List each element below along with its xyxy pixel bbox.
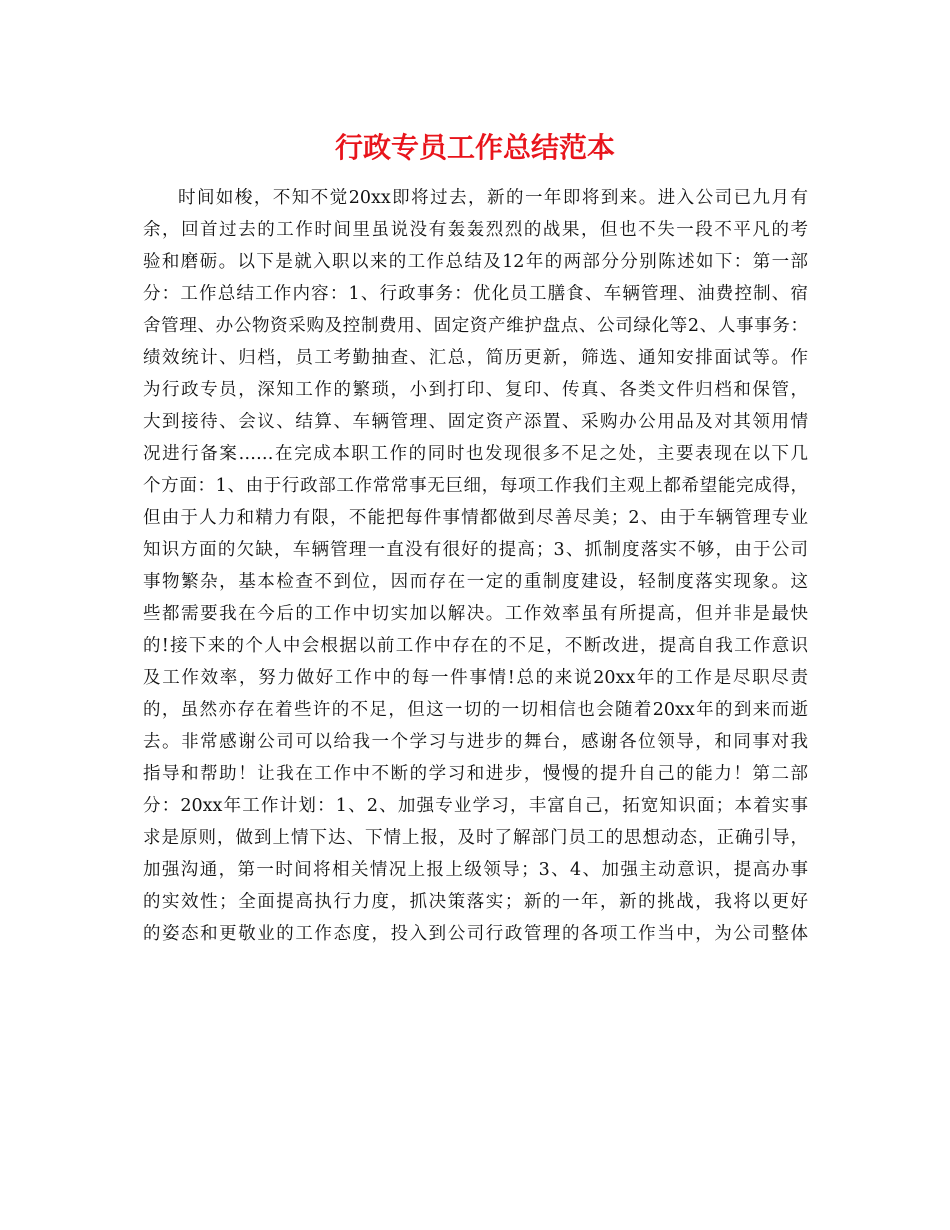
body-line: 求是原则，做到上情下达、下情上报，及时了解部门员工的思想动态，正确引导， — [143, 828, 808, 848]
body-line: 验和磨砺。以下是就入职以来的工作总结及12年的两部分分别陈述如下：第一部 — [143, 252, 808, 272]
body-line: 分：工作总结工作内容：1、行政事务：优化员工膳食、车辆管理、油费控制、宿 — [143, 284, 808, 304]
document-body — [143, 182, 808, 950]
body-line: 事物繁杂，基本检查不到位，因而存在一定的重制度建设，轻制度落实现象。这 — [143, 572, 808, 592]
document-title: 行政专员工作总结范本 — [334, 131, 615, 164]
body-line: 个方面：1、由于行政部工作常常事无巨细，每项工作我们主观上都希望能完成得， — [143, 476, 808, 496]
body-line: 余，回首过去的工作时间里虽说没有轰轰烈烈的战果，但也不失一段不平凡的考 — [143, 220, 808, 240]
body-line: 大到接待、会议、结算、车辆管理、固定资产添置、采购办公用品及对其领用情 — [143, 412, 808, 432]
body-line: 时间如梭，不知不觉20xx即将过去，新的一年即将到来。进入公司已九月有 — [178, 188, 808, 208]
body-line: 加强沟通，第一时间将相关情况上报上级领导；3、4、加强主动意识，提高办事 — [143, 860, 808, 880]
body-line: 为行政专员，深知工作的繁琐，小到打印、复印、传真、各类文件归档和保管， — [143, 380, 808, 400]
body-line: 况进行备案……在完成本职工作的同时也发现很多不足之处，主要表现在以下几 — [143, 444, 808, 464]
body-line: 指导和帮助！让我在工作中不断的学习和进步，慢慢的提升自己的能力！第二部 — [143, 764, 808, 784]
body-line: 及工作效率，努力做好工作中的每一件事情!总的来说20xx年的工作是尽职尽责 — [143, 668, 808, 688]
body-line: 的，虽然亦存在着些许的不足，但这一切的一切相信也会随着20xx年的到来而逝 — [143, 700, 808, 720]
body-line: 的!接下来的个人中会根据以前工作中存在的不足，不断改进，提高自我工作意识 — [143, 636, 808, 656]
body-line: 的姿态和更敬业的工作态度，投入到公司行政管理的各项工作当中，为公司整体 — [143, 924, 808, 944]
body-line: 知识方面的欠缺，车辆管理一直没有很好的提高；3、抓制度落实不够，由于公司 — [143, 540, 808, 560]
body-line: 但由于人力和精力有限，不能把每件事情都做到尽善尽美；2、由于车辆管理专业 — [143, 508, 808, 528]
body-line: 些都需要我在今后的工作中切实加以解决。工作效率虽有所提高，但并非是最快 — [143, 604, 808, 624]
body-line: 分：20xx年工作计划：1、2、加强专业学习，丰富自己，拓宽知识面；本着实事 — [143, 796, 808, 816]
body-line: 绩效统计、归档，员工考勤抽查、汇总，简历更新，筛选、通知安排面试等。作 — [143, 348, 808, 368]
body-line: 的实效性；全面提高执行力度，抓决策落实；新的一年，新的挑战，我将以更好 — [143, 892, 808, 912]
body-line: 去。非常感谢公司可以给我一个学习与进步的舞台，感谢各位领导，和同事对我 — [143, 732, 808, 752]
body-line: 舍管理、办公物资采购及控制费用、固定资产维护盘点、公司绿化等2、人事事务： — [143, 316, 808, 336]
